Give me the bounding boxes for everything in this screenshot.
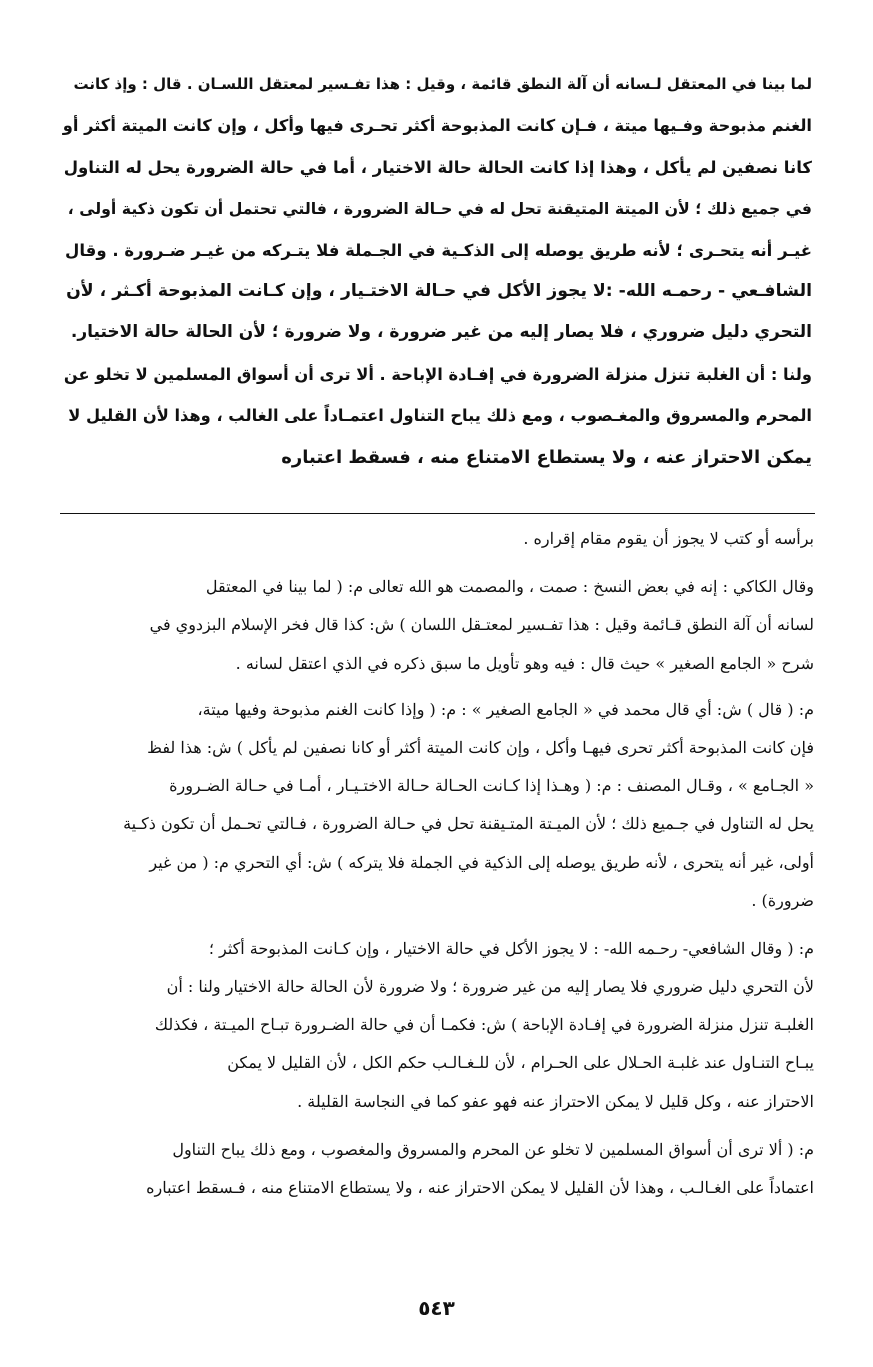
- main-text-line: غيـر أنه يتحـرى ؛ لأنه طريق يوصله إلى الذكـية في الجـملة فلا يتـركه من غيـر ضـرورة . وقال: [65, 240, 812, 260]
- main-text-line: في جميع ذلك ؛ لأن الميتة المتيقنة تحل له في حـالة الضرورة ، فالتي تحتمل أن تكون ذكية أولى ،: [67, 199, 812, 219]
- commentary-line: م: ( وقال الشافعي- رحـمه الله- : لا يجوز الأكل في حالة الاختيار ، وإن كـانت المذبوحة أكثر ؛: [208, 938, 814, 958]
- page-number: ٥٤٣: [418, 1296, 455, 1320]
- commentary-paragraph: [62, 568, 814, 683]
- commentary-block: [62, 520, 814, 1221]
- main-text-line: كانا نصفين لم يأكل ، وهذا إذا كانت الحالة حالة الاختيار ، أما في حالة الضرورة يحل له التناول: [63, 157, 812, 177]
- main-text-line: لما بينا في المعتقل لـسانه أن آلة النطق قائمة ، وقيل : هذا تفـسير لمعتقل اللسـان . قال : وإذ كانت: [73, 75, 812, 93]
- commentary-line: الغلبـة تنزل منزلة الضرورة في إفـادة الإباحة ) ش: فكمـا أن في حالة الضـرورة تبـاح الميـتة ، فكذلك: [154, 1015, 814, 1035]
- commentary-paragraph: [62, 930, 814, 1121]
- main-text-line: الشافـعي - رحمـه الله- :لا يجوز الأكل في حـالة الاختـيار ، وإن كـانت المذبوحة أكـثر ، لأن: [66, 281, 812, 302]
- commentary-line: لأن التحري دليل ضروري فلا يصار إليه من غير ضرورة ؛ ولا ضرورة لأن الحالة حالة الاختيار ولنا : أن: [166, 977, 814, 997]
- commentary-paragraph: [62, 691, 814, 920]
- commentary-line: فإن كانت المذبوحة أكثر تحرى فيهـا وأكل ، وإن كانت الميتة أكثر أو كانا نصفين لم يأكل ) ش: هذا لفظ: [147, 737, 814, 757]
- footnote-separator: [60, 513, 815, 514]
- commentary-line: يبـاح التنـاول عند غلبـة الحـلال على الحـرام ، لأن للـغـالـب حكم الكل ، لأن القليل لا يمكن: [227, 1053, 814, 1073]
- commentary-line: ضرورة) .: [751, 890, 814, 910]
- commentary-line: « الجـامع » ، وقـال المصنف : م: ( وهـذا إذا كـانت الحـالة حـالة الاختـيـار ، أمـا في حـالة الضـرورة: [169, 776, 814, 796]
- commentary-paragraph: [62, 520, 814, 558]
- commentary-line: اعتماداً على الغـالـب ، وهذا لأن القليل لا يمكن الاحتراز عنه ، ولا يستطاع الامتناع منه ، فـسقط اعتباره: [146, 1178, 814, 1197]
- commentary-line: يحل له التناول في جـميع ذلك ؛ لأن الميـتة المتـيقنة تحل في حـالة الضرورة ، فـالتي تحـمل أن تكون ذكـية: [123, 814, 814, 834]
- main-text-line: الغنم مذبوحة وفـيها ميتة ، فـإن كانت المذبوحة أكثر تحـرى فيها وأكل ، وإن كانت الميتة أكثر أو: [62, 116, 812, 136]
- commentary-line: برأسه أو كتب لا يجوز أن يقوم مقام إقراره .: [523, 529, 814, 548]
- commentary-line: لسانه أن آلة النطق قـائمة وقيل : هذا تفـسير لمعتـقل اللسان ) ش: كذا قال فخر الإسلام البزدوي في: [149, 615, 814, 635]
- commentary-line: م: ( قال ) ش: أي قال محمد في « الجامع الصغير » : م: ( وإذا كانت الغنم مذبوحة وفيها ميتة،: [197, 699, 814, 719]
- main-text-block: [62, 64, 812, 478]
- main-text-last-line: يمكن الاحتراز عنه ، ولا يستطاع الامتناع منه ، فسقط اعتباره: [281, 446, 812, 468]
- commentary-line: وقال الكاكي : إنه في بعض النسخ : صمت ، والمصمت هو الله تعالى م: ( لما بينا في المعتقل: [205, 577, 814, 597]
- commentary-line: أولى، غير أنه يتحرى ، لأنه طريق يوصله إلى الذكية في الجملة فلا يتركه ) ش: أي التحري م: ( من غير: [149, 852, 814, 872]
- commentary-line: الاحتراز عنه ، وكل قليل لا يمكن الاحتراز عنه فهو عفو كما في النجاسة القليلة .: [297, 1091, 814, 1111]
- main-text-line: المحرم والمسروق والمغـصوب ، ومع ذلك يباح التناول اعتمـاداً على الغالب ، وهذا لأن القليل لا: [68, 406, 812, 426]
- commentary-paragraph: [62, 1131, 814, 1207]
- main-text-line: التحري دليل ضروري ، فلا يصار إليه من غير ضرورة ، ولا ضرورة ؛ لأن الحالة حالة الاختيار.: [70, 322, 812, 343]
- commentary-line: شرح « الجامع الصغير » حيث قال : فيه وهو تأويل ما سبق ذكره في الذي اعتقل لسانه .: [235, 653, 814, 673]
- commentary-line: م: ( ألا ترى أن أسواق المسلمين لا تخلو عن المحرم والمسروق والمغصوب ، ومع ذلك يباح التناول: [172, 1139, 814, 1159]
- main-text-line: ولنا : أن الغلبة تنزل منزلة الضرورة في إفـادة الإباحة . ألا ترى أن أسواق المسلمين لا تخلو عن: [63, 364, 812, 384]
